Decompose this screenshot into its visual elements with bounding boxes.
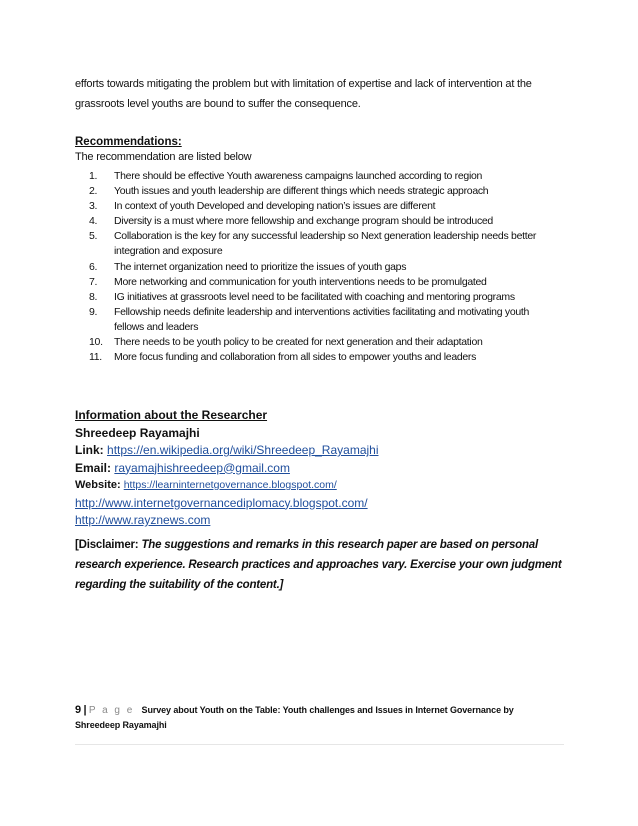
- list-item: [89, 229, 559, 259]
- list-item: [89, 275, 559, 290]
- list-text: IG initiatives at grassroots level need to be facilitated with coaching and mentoring programs: [114, 290, 515, 303]
- disclaimer: [75, 535, 565, 595]
- wikipedia-link[interactable]: https://en.wikipedia.org/wiki/Shreedeep_Rayamajhi: [107, 443, 379, 457]
- list-item: [89, 260, 559, 275]
- list-number: 1.: [89, 170, 98, 182]
- recommendations-list: [89, 169, 559, 365]
- link-row: [75, 442, 575, 460]
- list-number: 9.: [89, 305, 98, 318]
- footer-title: Survey about Youth on the Table: Youth challenges and Issues in Internet Governance by: [141, 705, 514, 715]
- list-text: The internet organization need to prioritize the issues of youth gaps: [114, 260, 407, 273]
- list-text: Youth issues and youth leadership are different things which needs strategic approach: [114, 185, 489, 198]
- website-link[interactable]: https://learninternetgovernance.blogspot.com/: [123, 479, 337, 491]
- disclaimer-text: The suggestions and remarks in this research paper are based on personal research experience. Research practices and approaches vary. Exercise your own judgment regarding the suitability of the content.]: [75, 539, 562, 591]
- disclaimer-label: [Disclaimer:: [75, 539, 139, 551]
- list-number: 11.: [89, 351, 102, 364]
- list-item: [89, 305, 559, 335]
- url-row-2: [75, 495, 575, 513]
- footer-divider: [75, 744, 564, 745]
- diplomacy-blog-link[interactable]: http://www.internetgovernancediplomacy.blogspot.com/: [75, 495, 368, 510]
- email-link[interactable]: rayamajhishreedeep@gmail.com: [114, 460, 290, 475]
- researcher-info: [75, 407, 575, 530]
- footer-author: Shreedeep Rayamajhi: [75, 720, 167, 730]
- list-text: In context of youth Developed and developing nation’s issues are different: [114, 200, 436, 213]
- list-number: 5.: [89, 230, 98, 243]
- email-row: [75, 460, 575, 478]
- recommendations-heading: Recommendations:: [75, 136, 182, 148]
- list-item: [89, 350, 559, 365]
- list-text: More networking and communication for youth interventions needs to be promulgated: [114, 275, 487, 288]
- list-item: [89, 169, 559, 184]
- list-number: 10.: [89, 336, 103, 349]
- list-item: [89, 214, 559, 229]
- researcher-heading: Information about the Researcher: [75, 408, 268, 422]
- intro-line-2: grassroots level youths are bound to suffer the consequence.: [75, 98, 361, 110]
- intro-paragraph: [75, 74, 565, 114]
- researcher-name: Shreedeep Rayamajhi: [75, 425, 200, 440]
- website-row: [75, 477, 575, 495]
- list-number: 3.: [89, 200, 98, 213]
- list-item: [89, 184, 559, 199]
- list-number: 4.: [89, 215, 98, 228]
- rayznews-link[interactable]: http://www.rayznews.com: [75, 513, 211, 527]
- page-footer: [75, 703, 565, 732]
- footer-line-1: [75, 703, 565, 718]
- website-label: Website:: [75, 479, 121, 491]
- list-number: 7.: [89, 275, 98, 288]
- url-row-3: [75, 512, 575, 530]
- list-text: There should be effective Youth awareness campaigns launched according to region: [114, 170, 483, 182]
- email-label: Email:: [75, 460, 112, 475]
- recommendations-subtitle: The recommendation are listed below: [75, 151, 252, 163]
- page-word: P a g e: [88, 705, 135, 716]
- list-text: More focus funding and collaboration from all sides to empower youths and leaders: [114, 351, 477, 364]
- link-label: Link:: [75, 443, 104, 457]
- list-item: [89, 335, 559, 350]
- list-number: 6.: [89, 260, 98, 273]
- list-text: Collaboration is the key for any successful leadership so Next generation leadership needs better integration and exposure: [114, 230, 537, 258]
- intro-line-1: efforts towards mitigating the problem but with limitation of expertise and lack of intervention at the: [75, 78, 532, 90]
- list-item: [89, 290, 559, 305]
- list-number: 2.: [89, 185, 98, 198]
- list-text: Fellowship needs definite leadership and interventions activities facilitating and motivating youth fellows and leaders: [114, 305, 530, 333]
- page-number: 9: [75, 704, 82, 716]
- list-text: Diversity is a must where more fellowship and exchange program should be introduced: [114, 215, 493, 228]
- list-number: 8.: [89, 290, 98, 303]
- footer-separator: |: [83, 704, 87, 716]
- list-item: [89, 199, 559, 214]
- list-text: There needs to be youth policy to be created for next generation and their adaptation: [114, 336, 483, 349]
